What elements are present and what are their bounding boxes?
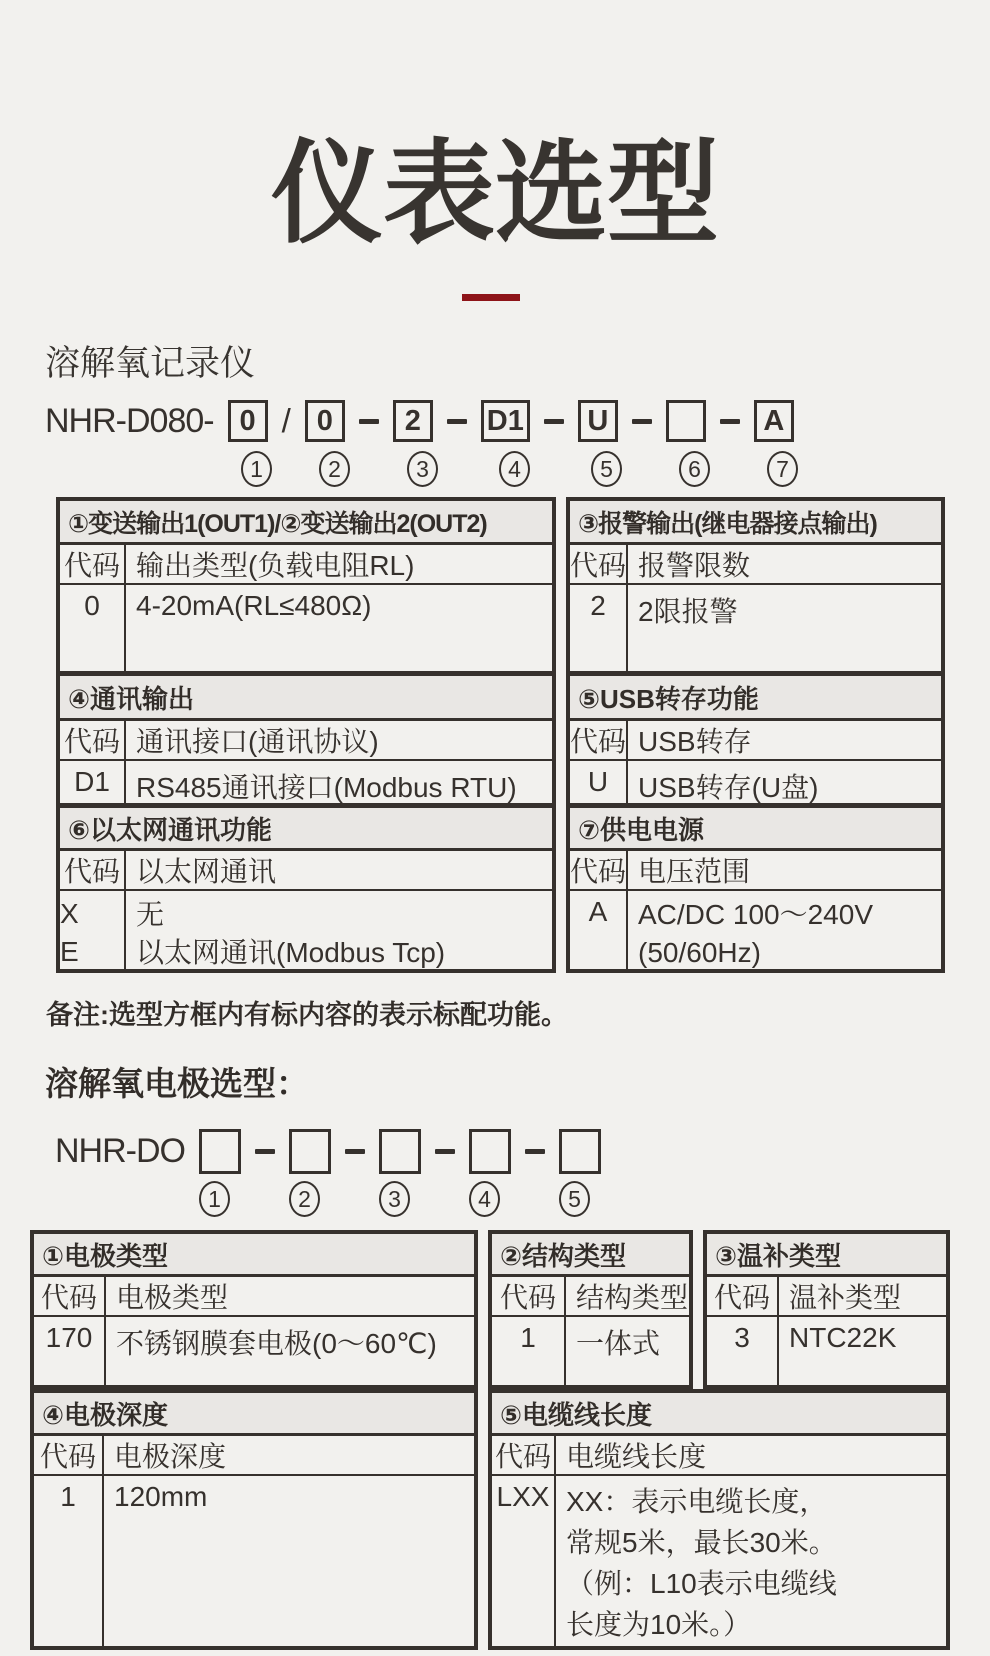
desc-line: （例：L10表示电缆线 <box>566 1568 837 1599</box>
recorder-options-table <box>56 497 945 973</box>
code-value: U <box>570 761 628 803</box>
col-header-code: 代码 <box>492 1436 556 1474</box>
dash-separator <box>359 419 379 424</box>
desc-values <box>126 891 455 969</box>
code-box-1: 0 <box>228 400 268 442</box>
electrode-options-table-bottom <box>30 1389 950 1650</box>
desc-value: RS485通讯接口(Modbus RTU) <box>136 772 517 803</box>
col-header-code: 代码 <box>60 721 126 759</box>
desc-line: 长度为10米。） <box>566 1609 752 1640</box>
slash-separator: / <box>281 402 291 439</box>
col-header-code: 代码 <box>60 851 126 889</box>
section-header-electrode-depth: ④电极深度 <box>34 1393 474 1436</box>
code-box-5: U <box>578 400 618 442</box>
section-output <box>60 501 552 671</box>
code-box-6 <box>666 400 706 442</box>
section-usb <box>570 671 941 803</box>
recorder-model-code <box>45 398 794 444</box>
section-ethernet <box>60 803 552 969</box>
code-value: 3 <box>707 1317 779 1385</box>
section-alarm <box>570 501 941 671</box>
cable-length-table <box>488 1389 950 1650</box>
electrode-type-table <box>30 1230 478 1389</box>
col-header-code: 代码 <box>570 721 628 759</box>
code-value: LXX <box>492 1476 556 1646</box>
electrode-position-number-4: 4 <box>469 1181 500 1217</box>
code-value: 0 <box>60 585 126 671</box>
electrode-section-label: 溶解氧电极选型： <box>45 1065 309 1102</box>
desc-value: 无 <box>136 899 165 931</box>
desc-value: 4-20mA(RL≤480Ω) <box>136 590 372 621</box>
desc-values <box>628 891 883 969</box>
structure-type-table <box>488 1230 693 1389</box>
col-header-desc: 报警限数 <box>638 550 751 581</box>
col-header-code: 代码 <box>570 545 628 583</box>
col-header-desc: 结构类型 <box>576 1282 689 1313</box>
dash-separator <box>525 1149 545 1154</box>
desc-value: 一体式 <box>576 1328 661 1359</box>
dash-separator <box>544 419 564 424</box>
col-header-code: 代码 <box>34 1277 106 1315</box>
code-box-3: 2 <box>393 400 433 442</box>
code-values <box>60 891 126 969</box>
code-box-7: A <box>754 400 794 442</box>
col-header-code: 代码 <box>707 1277 779 1315</box>
col-header-desc: 电缆线长度 <box>566 1441 707 1472</box>
col-header-desc: 电压范围 <box>638 856 751 888</box>
desc-value: 不锈钢膜套电极(0～60℃) <box>116 1328 437 1359</box>
temp-compensation-table <box>703 1230 950 1389</box>
code-value: 2 <box>570 585 628 671</box>
desc-value: (50/60Hz) <box>638 937 761 969</box>
electrode-depth-table <box>30 1389 478 1650</box>
desc-line: XX：表示电缆长度， <box>566 1486 828 1517</box>
note-text: 备注:选型方框内有标内容的表示标配功能。 <box>46 1000 568 1030</box>
section-header-structure-type: ②结构类型 <box>492 1234 689 1277</box>
section-header-temp-compensation: ③温补类型 <box>707 1234 946 1277</box>
col-header-desc: USB转存 <box>638 726 752 757</box>
col-header-desc: 通讯接口(通讯协议) <box>136 726 379 757</box>
position-number-3: 3 <box>407 451 438 487</box>
dash-separator <box>447 419 467 424</box>
code-box-3 <box>379 1129 421 1174</box>
position-number-5: 5 <box>591 451 622 487</box>
desc-value: NTC22K <box>789 1322 897 1353</box>
title-accent-divider <box>462 294 520 301</box>
desc-value: 以太网通讯(Modbus Tcp) <box>136 937 446 969</box>
desc-value: USB转存(U盘) <box>638 772 819 803</box>
col-header-code: 代码 <box>34 1436 104 1474</box>
position-number-2: 2 <box>319 451 350 487</box>
code-value: 1 <box>492 1317 566 1385</box>
recorder-options-left-column <box>56 497 556 973</box>
position-number-4: 4 <box>499 451 530 487</box>
dash-separator <box>255 1149 275 1154</box>
code-value: 1 <box>34 1476 104 1646</box>
page-title: 仪表选型 <box>271 131 719 256</box>
code-value: 170 <box>34 1317 106 1385</box>
code-value: D1 <box>60 761 126 803</box>
section-header-power: ⑦供电电源 <box>570 808 941 851</box>
code-value: X <box>60 897 79 929</box>
code-value: A <box>570 891 628 969</box>
position-number-1: 1 <box>241 451 272 487</box>
section-header-output: ①变送输出1(OUT1)/②变送输出2(OUT2) <box>60 501 552 545</box>
desc-value-lines <box>556 1476 847 1646</box>
code-box-2 <box>289 1129 331 1174</box>
recorder-options-right-column <box>566 497 945 973</box>
electrode-model-code <box>55 1128 601 1174</box>
desc-value: 120mm <box>114 1481 208 1512</box>
code-box-4 <box>469 1129 511 1174</box>
desc-value: AC/DC 100～240V <box>638 899 874 931</box>
desc-value: 2限报警 <box>638 596 738 627</box>
electrode-position-number-2: 2 <box>289 1181 320 1217</box>
electrode-position-number-1: 1 <box>199 1181 230 1217</box>
col-header-desc: 电极深度 <box>114 1441 227 1472</box>
dash-separator <box>345 1149 365 1154</box>
section-header-alarm: ③报警输出(继电器接点输出) <box>570 501 941 545</box>
dash-separator <box>720 419 740 424</box>
section-header-ethernet: ⑥以太网通讯功能 <box>60 808 552 851</box>
position-number-7: 7 <box>767 451 798 487</box>
code-box-2: 0 <box>305 400 345 442</box>
desc-line: 常规5米，最长30米。 <box>566 1527 837 1558</box>
position-number-6: 6 <box>679 451 710 487</box>
section-comm <box>60 671 552 803</box>
dash-separator <box>632 419 652 424</box>
code-box-1 <box>199 1129 241 1174</box>
section-power <box>570 803 941 969</box>
code-value: E <box>60 935 79 967</box>
code-box-4: D1 <box>481 400 530 442</box>
recorder-model-prefix: NHR-D080- <box>45 401 214 440</box>
recorder-section-label: 溶解氧记录仪 <box>45 344 256 383</box>
code-box-5 <box>559 1129 601 1174</box>
col-header-code: 代码 <box>60 545 126 583</box>
electrode-model-prefix: NHR-DO <box>55 1131 185 1170</box>
section-header-usb: ⑤USB转存功能 <box>570 676 941 721</box>
section-header-cable-length: ⑤电缆线长度 <box>492 1393 946 1436</box>
electrode-options-table-top <box>30 1230 950 1389</box>
col-header-desc: 输出类型(负载电阻RL) <box>136 550 415 581</box>
col-header-code: 代码 <box>492 1277 566 1315</box>
electrode-position-number-5: 5 <box>559 1181 590 1217</box>
electrode-position-number-3: 3 <box>379 1181 410 1217</box>
dash-separator <box>435 1149 455 1154</box>
col-header-desc: 温补类型 <box>789 1282 902 1313</box>
col-header-code: 代码 <box>570 851 628 889</box>
section-header-comm: ④通讯输出 <box>60 676 552 721</box>
section-header-electrode-type: ①电极类型 <box>34 1234 474 1277</box>
col-header-desc: 以太网通讯 <box>136 856 277 888</box>
col-header-desc: 电极类型 <box>116 1282 229 1313</box>
